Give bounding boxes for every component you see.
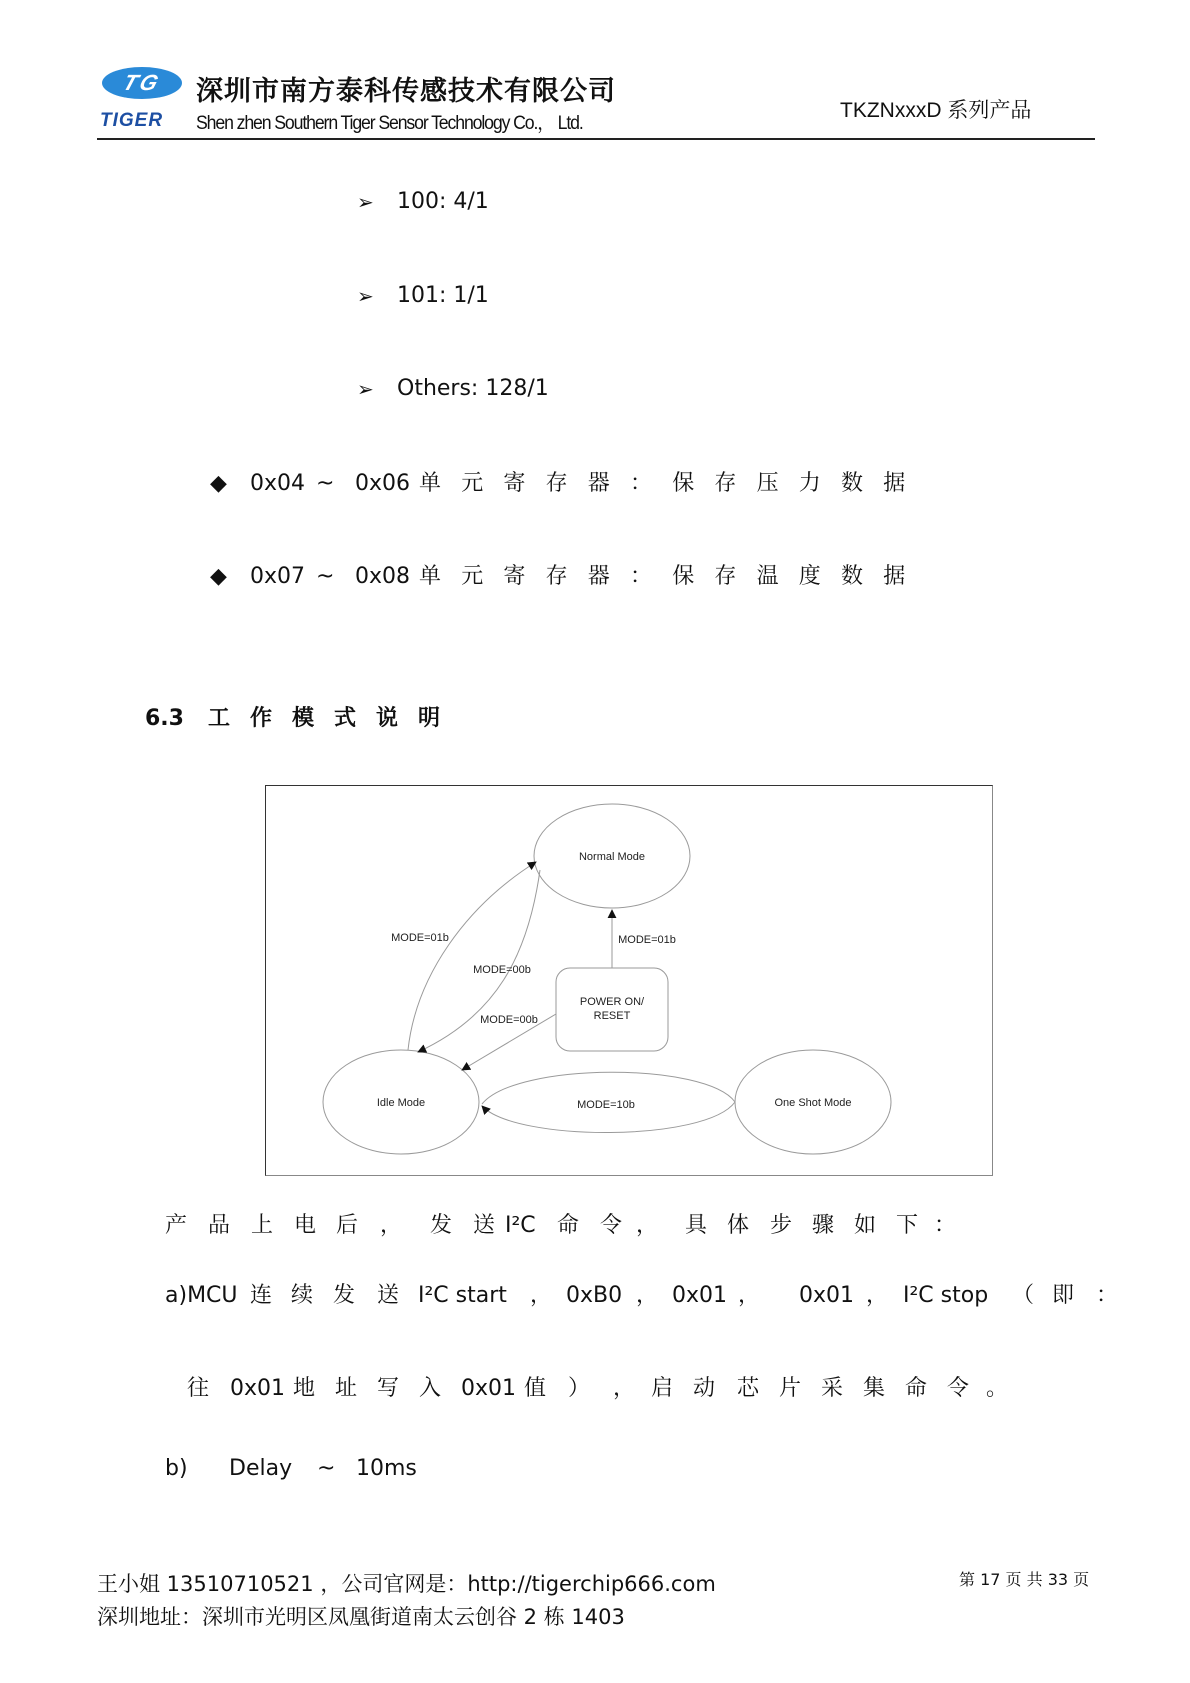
register-range-tilde: ~ bbox=[316, 471, 335, 496]
arrow-bullet-icon: ➢ bbox=[357, 190, 374, 214]
text-segment: 下 bbox=[896, 1213, 919, 1238]
register-range-start: 0x07 bbox=[250, 564, 306, 589]
section-title-char: 式 bbox=[334, 706, 357, 731]
text-segment: 0x01 bbox=[672, 1283, 728, 1308]
power-to-idle-label: MODE=00b bbox=[480, 1014, 538, 1026]
one-shot-mode-label: One Shot Mode bbox=[774, 1097, 852, 1109]
diamond-bullet-icon: ◆ bbox=[210, 564, 227, 589]
text-segment: 动 bbox=[693, 1376, 716, 1401]
register-desc-char: 据 bbox=[883, 471, 906, 496]
normal-mode-label: Normal Mode bbox=[578, 851, 646, 863]
register-desc-char: ： bbox=[630, 471, 653, 496]
product-series-label: TKZNxxxD 系列产品 bbox=[840, 99, 1032, 122]
text-segment: I²C stop bbox=[903, 1283, 989, 1308]
header-divider bbox=[97, 138, 1095, 140]
page-number: 第 17 页 共 33 页 bbox=[959, 1570, 1090, 1589]
register-desc-char: 力 bbox=[798, 471, 821, 496]
register-desc-char: 器 bbox=[587, 564, 610, 589]
idle-mode-label: Idle Mode bbox=[376, 1097, 426, 1109]
text-segment: 入 bbox=[419, 1376, 442, 1401]
mode-state-diagram bbox=[265, 785, 993, 1176]
text-segment: 0x01 bbox=[230, 1376, 286, 1401]
register-desc-char: 元 bbox=[461, 564, 484, 589]
text-segment: ， bbox=[636, 1283, 659, 1308]
text-segment: 电 bbox=[294, 1213, 317, 1238]
text-segment: 发 bbox=[430, 1213, 453, 1238]
text-segment: 0x01 bbox=[461, 1376, 517, 1401]
text-segment: 发 bbox=[333, 1283, 356, 1308]
text-segment: 往 bbox=[187, 1376, 210, 1401]
text-segment: 续 bbox=[291, 1283, 314, 1308]
text-segment: 上 bbox=[251, 1213, 274, 1238]
register-desc-char: 存 bbox=[714, 471, 737, 496]
power-to-normal-label: MODE=01b bbox=[618, 934, 676, 946]
register-range-tilde: ~ bbox=[316, 564, 335, 589]
text-segment: 送 bbox=[473, 1213, 496, 1238]
text-segment: 骤 bbox=[812, 1213, 835, 1238]
section-number: 6.3 bbox=[145, 706, 184, 731]
text-segment: 命 bbox=[905, 1376, 928, 1401]
section-title-char: 模 bbox=[292, 706, 315, 731]
text-segment: I²C bbox=[505, 1213, 536, 1238]
section-title-char: 工 bbox=[208, 706, 231, 731]
register-desc-char: 温 bbox=[756, 564, 779, 589]
register-desc-char: 寄 bbox=[503, 564, 526, 589]
company-name-en: Shen zhen Southern Tiger Sensor Technology Co.， Ltd. bbox=[196, 113, 583, 134]
register-desc-char: 存 bbox=[545, 564, 568, 589]
text-segment: 具 bbox=[685, 1213, 708, 1238]
text-segment: 片 bbox=[779, 1376, 802, 1401]
text-segment: ： bbox=[1096, 1283, 1119, 1308]
logo-wordmark: TIGER bbox=[100, 110, 164, 131]
diamond-bullet-icon: ◆ bbox=[210, 471, 227, 496]
text-segment: 写 bbox=[377, 1376, 400, 1401]
text-segment: 0x01 bbox=[799, 1283, 855, 1308]
register-range-end: 0x08 bbox=[355, 564, 411, 589]
reset-label: RESET bbox=[593, 1010, 631, 1022]
footer-contact: 王小姐 13510710521 ，公司官网是：http://tigerchip666.com bbox=[97, 1572, 716, 1596]
text-segment: 送 bbox=[377, 1283, 400, 1308]
text-segment: ~ bbox=[317, 1456, 336, 1481]
register-desc-char: ： bbox=[630, 564, 653, 589]
arrow-bullet-icon: ➢ bbox=[357, 377, 374, 401]
register-desc-char: 度 bbox=[798, 564, 821, 589]
text-segment: ， bbox=[636, 1213, 659, 1238]
normal-to-idle-label: MODE=00b bbox=[473, 964, 531, 976]
text-segment: ， bbox=[530, 1283, 553, 1308]
text-segment: 令 bbox=[600, 1213, 623, 1238]
text-segment: ， bbox=[380, 1213, 403, 1238]
register-desc-char: 数 bbox=[841, 564, 864, 589]
register-desc-char: 压 bbox=[756, 471, 779, 496]
list-item: 101: 1/1 bbox=[397, 283, 489, 308]
text-segment: 。 bbox=[986, 1376, 1009, 1401]
logo-mark: TG bbox=[119, 70, 165, 95]
text-segment: 如 bbox=[854, 1213, 877, 1238]
register-desc-char: 器 bbox=[587, 471, 610, 496]
text-segment: b) bbox=[165, 1456, 188, 1481]
register-range-start: 0x04 bbox=[250, 471, 306, 496]
text-segment: 后 bbox=[336, 1213, 359, 1238]
register-desc-char: 存 bbox=[545, 471, 568, 496]
register-desc-char: 存 bbox=[714, 564, 737, 589]
text-segment: ： bbox=[934, 1213, 957, 1238]
company-logo bbox=[100, 64, 184, 134]
text-segment: ， bbox=[613, 1376, 636, 1401]
text-segment: 步 bbox=[770, 1213, 793, 1238]
text-segment: 集 bbox=[863, 1376, 886, 1401]
list-item: Others: 128/1 bbox=[397, 376, 549, 401]
section-title-char: 作 bbox=[250, 706, 273, 731]
text-segment: 址 bbox=[335, 1376, 358, 1401]
text-segment: 体 bbox=[727, 1213, 750, 1238]
text-segment: ， bbox=[738, 1283, 761, 1308]
footer-address: 深圳地址：深圳市光明区凤凰街道南太云创谷 2 栋 1403 bbox=[97, 1605, 625, 1629]
register-desc-char: 元 bbox=[461, 471, 484, 496]
arrow-bullet-icon: ➢ bbox=[357, 284, 374, 308]
company-name-cn: 深圳市南方泰科传感技术有限公司 bbox=[196, 76, 616, 107]
section-title-char: 明 bbox=[418, 706, 441, 731]
text-segment: 10ms bbox=[356, 1456, 417, 1481]
text-segment: 产 bbox=[165, 1213, 188, 1238]
text-segment: 采 bbox=[821, 1376, 844, 1401]
register-range-end: 0x06 bbox=[355, 471, 411, 496]
register-desc-char: 保 bbox=[672, 471, 695, 496]
power-on-label: POWER ON/ bbox=[579, 996, 645, 1008]
text-segment: 品 bbox=[208, 1213, 231, 1238]
text-segment: （ bbox=[1012, 1283, 1035, 1308]
text-segment: 命 bbox=[557, 1213, 580, 1238]
register-desc-char: 单 bbox=[419, 564, 442, 589]
text-segment: ） bbox=[568, 1376, 591, 1401]
text-segment: 令 bbox=[947, 1376, 970, 1401]
text-segment: 启 bbox=[651, 1376, 674, 1401]
section-title-char: 说 bbox=[376, 706, 399, 731]
register-desc-char: 据 bbox=[883, 564, 906, 589]
list-item: 100: 4/1 bbox=[397, 189, 489, 214]
loop-label: MODE=10b bbox=[577, 1099, 635, 1111]
text-segment: a)MCU bbox=[165, 1283, 238, 1308]
text-segment: ， bbox=[866, 1283, 889, 1308]
idle-to-normal-label: MODE=01b bbox=[391, 932, 449, 944]
text-segment: Delay bbox=[229, 1456, 293, 1481]
text-segment: 地 bbox=[293, 1376, 316, 1401]
register-desc-char: 数 bbox=[841, 471, 864, 496]
register-desc-char: 保 bbox=[672, 564, 695, 589]
register-desc-char: 单 bbox=[419, 471, 442, 496]
text-segment: 即 bbox=[1052, 1283, 1075, 1308]
text-segment: 芯 bbox=[737, 1376, 760, 1401]
text-segment: I²C start bbox=[418, 1283, 507, 1308]
register-desc-char: 寄 bbox=[503, 471, 526, 496]
text-segment: 值 bbox=[524, 1376, 547, 1401]
text-segment: 0xB0 bbox=[566, 1283, 623, 1308]
text-segment: 连 bbox=[250, 1283, 273, 1308]
